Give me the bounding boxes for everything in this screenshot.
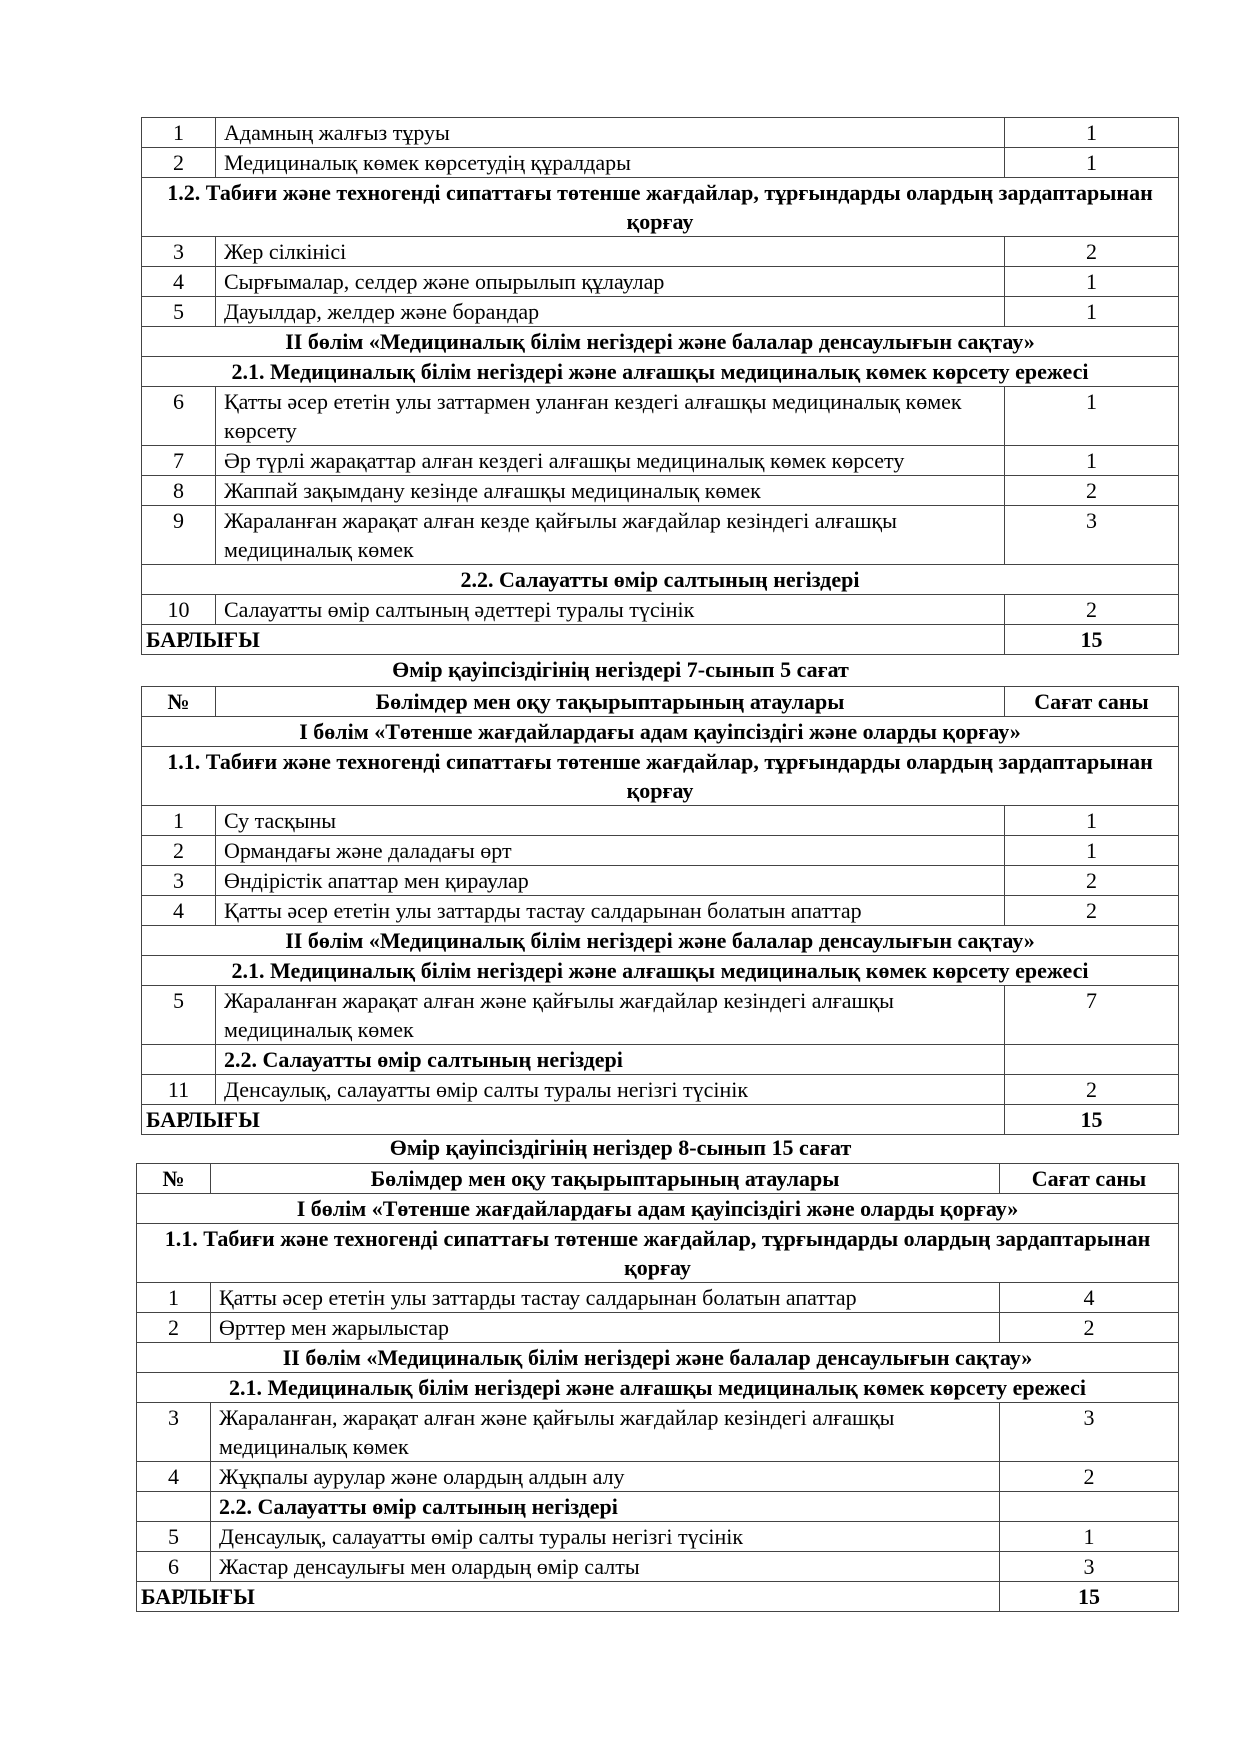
topic-title: Жараланған, жарақат алған және қайғылы жағдайлар кезіндегі алғашқы медициналық көмек: [211, 1403, 1000, 1462]
topic-title: Қатты әсер ететін улы заттармен уланған кездегі алғашқы медициналық көмек көрсету: [216, 387, 1005, 446]
hours-value: 1: [1000, 1522, 1179, 1552]
table-row: [142, 836, 1179, 866]
topic-title: Қатты әсер ететін улы заттарды тастау салдарынан болатын апаттар: [216, 896, 1005, 926]
table-row: [142, 387, 1179, 446]
hours-value: 2: [1005, 866, 1179, 896]
section-heading: 2.1. Медициналық білім негіздері және алғашқы медициналық көмек көрсету ережесі: [137, 1373, 1179, 1403]
hours-value: 1: [1005, 148, 1179, 178]
section-heading-row: [137, 1224, 1179, 1283]
table-row: [142, 806, 1179, 836]
table-row: [137, 1283, 1179, 1313]
topic-title: Су тасқыны: [216, 806, 1005, 836]
topic-title: 2.2. Салауатты өмір салтының негіздері: [211, 1492, 1000, 1522]
table-row: [137, 1552, 1179, 1582]
topic-title: Жараланған жарақат алған кезде қайғылы жағдайлар кезіндегі алғашқы медициналық көмек: [216, 506, 1005, 565]
row-number: 8: [142, 476, 216, 506]
table-caption-grade-8: Өмір қауіпсіздігінің негіздер 8-сынып 15 сағат: [389, 1135, 852, 1160]
total-row: [137, 1582, 1179, 1612]
section-heading-row: [137, 1194, 1179, 1224]
topic-title: Жастар денсаулығы мен олардың өмір салты: [211, 1552, 1000, 1582]
table-row: [137, 1522, 1179, 1552]
hours-value: 2: [1005, 237, 1179, 267]
row-number: 3: [137, 1403, 211, 1462]
section-heading-row: [142, 747, 1179, 806]
row-number: 4: [142, 267, 216, 297]
total-label: БАРЛЫҒЫ: [137, 1582, 1000, 1612]
table-row: [142, 237, 1179, 267]
hours-value: [1000, 1492, 1179, 1522]
total-row: [142, 1105, 1179, 1135]
hours-value: 1: [1005, 297, 1179, 327]
table-caption-grade-7: Өмір қауіпсіздігінің негіздері 7-сынып 5 сағат: [392, 657, 849, 682]
row-number: [137, 1492, 211, 1522]
section-heading-row: [142, 178, 1179, 237]
row-number: 11: [142, 1075, 216, 1105]
topic-title: Дауылдар, желдер және борандар: [216, 297, 1005, 327]
column-header-hours: Сағат саны: [1005, 687, 1179, 717]
row-number: 4: [137, 1462, 211, 1492]
subsection-row: [142, 1045, 1179, 1075]
curriculum-table-continued: [141, 117, 1179, 655]
row-number: [142, 1045, 216, 1075]
hours-value: 1: [1005, 446, 1179, 476]
section-heading: І бөлім «Төтенше жағдайлардағы адам қауіпсіздігі және оларды қорғау»: [142, 717, 1179, 747]
topic-title: Жұқпалы аурулар және олардың алдын алу: [211, 1462, 1000, 1492]
row-number: 2: [142, 148, 216, 178]
header-row: [142, 687, 1179, 717]
section-heading: 1.1. Табиғи және техногенді сипаттағы төтенше жағдайлар, тұрғындарды олардың зардаптарынан қорғау: [142, 747, 1179, 806]
table-row: [142, 506, 1179, 565]
table-row: [142, 866, 1179, 896]
total-hours: 15: [1000, 1582, 1179, 1612]
section-heading-row: [142, 926, 1179, 956]
table-body: [137, 1194, 1179, 1582]
section-heading: ІІ бөлім «Медициналық білім негіздері және балалар денсаулығын сақтау»: [142, 926, 1179, 956]
topic-title: Ормандағы және даладағы өрт: [216, 836, 1005, 866]
curriculum-table-grade-8: [136, 1163, 1179, 1612]
total-hours: 15: [1005, 625, 1179, 655]
column-header-title: Бөлімдер мен оқу тақырыптарының атаулары: [211, 1164, 1000, 1194]
topic-title: Денсаулық, салауатты өмір салты туралы негізгі түсінік: [216, 1075, 1005, 1105]
column-header-hours: Сағат саны: [1000, 1164, 1179, 1194]
header-row: [137, 1164, 1179, 1194]
section-heading: 1.2. Табиғи және техногенді сипаттағы төтенше жағдайлар, тұрғындарды олардың зардаптарынан қорғау: [142, 178, 1179, 237]
table-body: [142, 118, 1179, 625]
subsection-row: [137, 1492, 1179, 1522]
table-row: [142, 476, 1179, 506]
row-number: 5: [137, 1522, 211, 1552]
total-hours: 15: [1005, 1105, 1179, 1135]
table-row: [142, 267, 1179, 297]
section-heading-row: [142, 357, 1179, 387]
row-number: 5: [142, 297, 216, 327]
table-row: [142, 595, 1179, 625]
curriculum-table-grade-7: [141, 686, 1179, 1135]
table-row: [142, 986, 1179, 1045]
topic-title: Сырғымалар, селдер және опырылып құлаулар: [216, 267, 1005, 297]
section-heading: 1.1. Табиғи және техногенді сипаттағы төтенше жағдайлар, тұрғындарды олардың зардаптарынан қорғау: [137, 1224, 1179, 1283]
row-number: 10: [142, 595, 216, 625]
topic-title: 2.2. Салауатты өмір салтының негіздері: [216, 1045, 1005, 1075]
hours-value: 2: [1000, 1462, 1179, 1492]
row-number: 4: [142, 896, 216, 926]
column-header-number: №: [142, 687, 216, 717]
row-number: 6: [137, 1552, 211, 1582]
hours-value: [1005, 1045, 1179, 1075]
table-row: [137, 1313, 1179, 1343]
section-heading: ІІ бөлім «Медициналық білім негіздері және балалар денсаулығын сақтау»: [142, 327, 1179, 357]
total-label: БАРЛЫҒЫ: [142, 1105, 1005, 1135]
table-row: [137, 1462, 1179, 1492]
row-number: 2: [142, 836, 216, 866]
hours-value: 3: [1005, 506, 1179, 565]
total-row: [142, 625, 1179, 655]
table-row: [142, 446, 1179, 476]
topic-title: Жараланған жарақат алған және қайғылы жағдайлар кезіндегі алғашқы медициналық көмек: [216, 986, 1005, 1045]
hours-value: 1: [1005, 806, 1179, 836]
hours-value: 2: [1000, 1313, 1179, 1343]
table-row: [137, 1403, 1179, 1462]
column-header-number: №: [137, 1164, 211, 1194]
section-heading-row: [142, 956, 1179, 986]
hours-value: 2: [1005, 1075, 1179, 1105]
section-heading: І бөлім «Төтенше жағдайлардағы адам қауіпсіздігі және оларды қорғау»: [137, 1194, 1179, 1224]
section-heading: 2.1. Медициналық білім негіздері және алғашқы медициналық көмек көрсету ережесі: [142, 956, 1179, 986]
topic-title: Жер сілкінісі: [216, 237, 1005, 267]
section-heading: ІІ бөлім «Медициналық білім негіздері және балалар денсаулығын сақтау»: [137, 1343, 1179, 1373]
table-row: [142, 896, 1179, 926]
section-heading: 2.2. Салауатты өмір салтының негіздері: [142, 565, 1179, 595]
topic-title: Өндірістік апаттар мен қираулар: [216, 866, 1005, 896]
row-number: 9: [142, 506, 216, 565]
topic-title: Әр түрлі жарақаттар алған кездегі алғашқы медициналық көмек көрсету: [216, 446, 1005, 476]
topic-title: Өрттер мен жарылыстар: [211, 1313, 1000, 1343]
table-row: [142, 1075, 1179, 1105]
hours-value: 2: [1005, 595, 1179, 625]
hours-value: 1: [1005, 118, 1179, 148]
hours-value: 3: [1000, 1403, 1179, 1462]
section-heading-row: [142, 327, 1179, 357]
section-heading: 2.1. Медициналық білім негіздері және алғашқы медициналық көмек көрсету ережесі: [142, 357, 1179, 387]
table-row: [142, 148, 1179, 178]
row-number: 1: [142, 806, 216, 836]
hours-value: 2: [1005, 896, 1179, 926]
section-heading-row: [137, 1343, 1179, 1373]
table-row: [142, 118, 1179, 148]
row-number: 7: [142, 446, 216, 476]
total-label: БАРЛЫҒЫ: [142, 625, 1005, 655]
hours-value: 3: [1000, 1552, 1179, 1582]
section-heading-row: [142, 717, 1179, 747]
row-number: 3: [142, 237, 216, 267]
row-number: 2: [137, 1313, 211, 1343]
table-row: [142, 297, 1179, 327]
topic-title: Медициналық көмек көрсетудің құралдары: [216, 148, 1005, 178]
hours-value: 1: [1005, 267, 1179, 297]
hours-value: 7: [1005, 986, 1179, 1045]
topic-title: Қатты әсер ететін улы заттарды тастау салдарынан болатын апаттар: [211, 1283, 1000, 1313]
table-body: [142, 717, 1179, 1105]
hours-value: 2: [1005, 476, 1179, 506]
row-number: 3: [142, 866, 216, 896]
topic-title: Денсаулық, салауатты өмір салты туралы негізгі түсінік: [211, 1522, 1000, 1552]
row-number: 5: [142, 986, 216, 1045]
column-header-title: Бөлімдер мен оқу тақырыптарының атаулары: [216, 687, 1005, 717]
section-heading-row: [137, 1373, 1179, 1403]
section-heading-row: [142, 565, 1179, 595]
hours-value: 4: [1000, 1283, 1179, 1313]
topic-title: Адамның жалғыз тұруы: [216, 118, 1005, 148]
row-number: 6: [142, 387, 216, 446]
row-number: 1: [137, 1283, 211, 1313]
hours-value: 1: [1005, 836, 1179, 866]
row-number: 1: [142, 118, 216, 148]
hours-value: 1: [1005, 387, 1179, 446]
topic-title: Салауатты өмір салтының әдеттері туралы түсінік: [216, 595, 1005, 625]
topic-title: Жаппай зақымдану кезінде алғашқы медициналық көмек: [216, 476, 1005, 506]
